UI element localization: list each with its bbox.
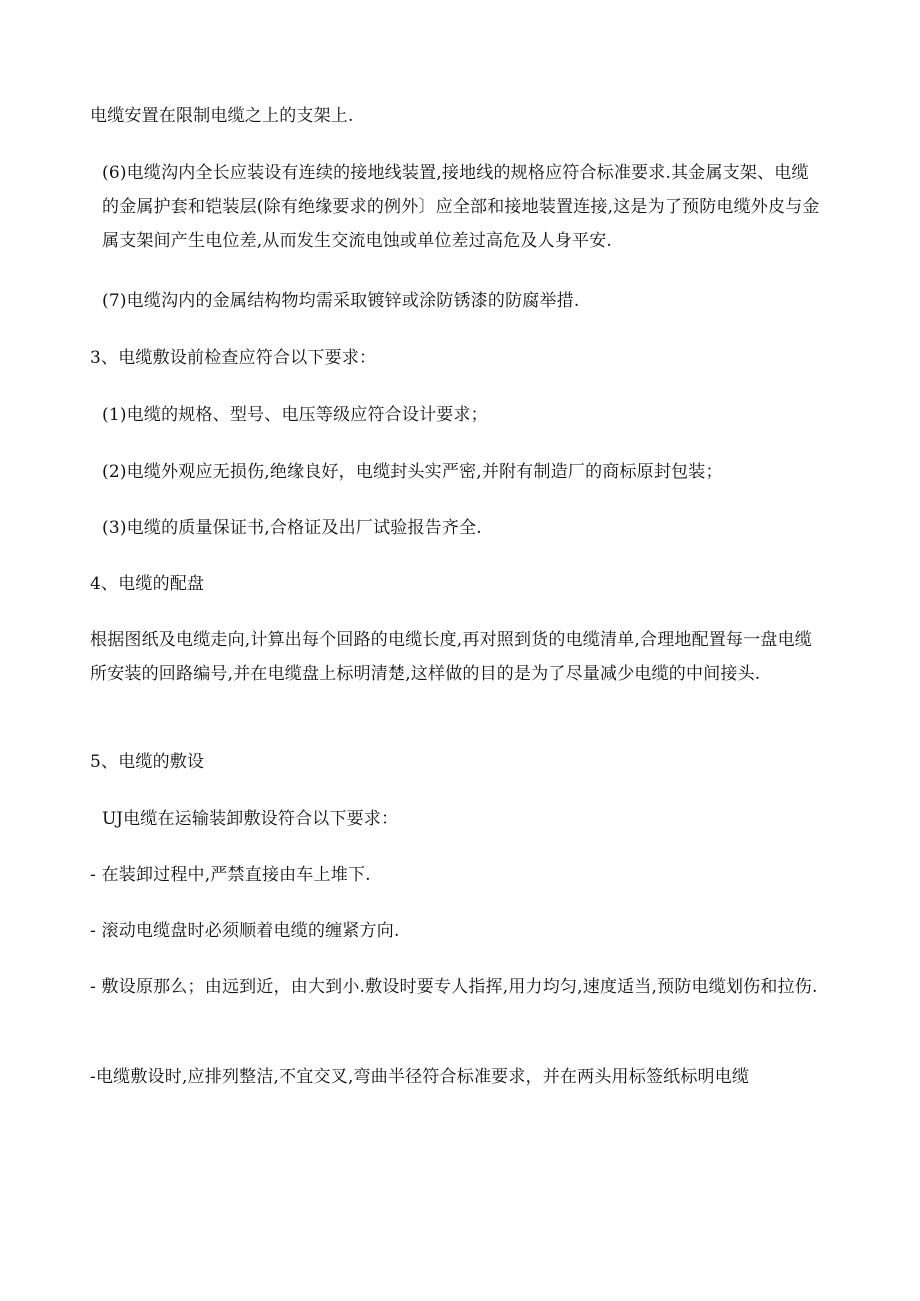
- paragraph-cable-allocation: 根据图纸及电缆走向,计算出每个回路的电缆长度,再对照到货的电缆清单,合理地配置每一盘电缆所安装的回路编号,并在电缆盘上标明清楚,这样做的目的是为了尽量减少电缆的中间接头.: [90, 630, 813, 684]
- list-item-loading: - 在装卸过程中,严禁直接由车上堆下.: [90, 865, 371, 885]
- paragraph-check-item-3: (3)电缆的质量保证书,合格证及出厂试验报告齐全.: [102, 518, 482, 538]
- section-heading-4: 4、电缆的配盘: [90, 574, 205, 594]
- list-item-rolling: - 滚动电缆盘时必须顺着电缆的缠紧方向.: [90, 921, 400, 941]
- paragraph-check-item-1: (1)电缆的规格、型号、电压等级应符合设计要求；: [102, 405, 488, 425]
- paragraph-cable-bracket: 电缆安置在限制电缆之上的支架上.: [90, 106, 354, 126]
- paragraph-uj-cable-requirements: UJ电缆在运输装卸敷设符合以下要求：: [102, 809, 399, 829]
- section-heading-5: 5、电缆的敷设: [90, 752, 205, 772]
- section-heading-3: 3、电缆敷设前检查应符合以下要求：: [90, 348, 377, 368]
- list-item-laying-principle: - 敷设原那么；由远到近，由大到小.敷设时要专人指挥,用力均匀,速度适当,预防电缆划伤和拉伤.: [90, 977, 818, 997]
- paragraph-check-item-2: (2)电缆外观应无损伤,绝缘良好，电缆封头实严密,并附有制造厂的商标原封包装；: [102, 462, 723, 482]
- paragraph-item-6-grounding: (6)电缆沟内全长应装设有连续的接地线装置,接地线的规格应符合标准要求.其金属支架、电缆的金属护套和铠装层(除有绝缘要求的例外〕应全部和接地装置连接,这是为了预防电缆外皮与金属支架间产生电位差,从而发生交流电蚀或单位差过高危及人身平安.: [102, 163, 820, 251]
- list-item-laying-arrangement: -电缆敷设时,应排列整洁,不宜交叉,弯曲半径符合标准要求，并在两头用标签纸标明电缆: [90, 1067, 750, 1087]
- paragraph-item-7-anticorrosion: (7)电缆沟内的金属结构物均需采取镀锌或涂防锈漆的防腐举措.: [102, 291, 580, 311]
